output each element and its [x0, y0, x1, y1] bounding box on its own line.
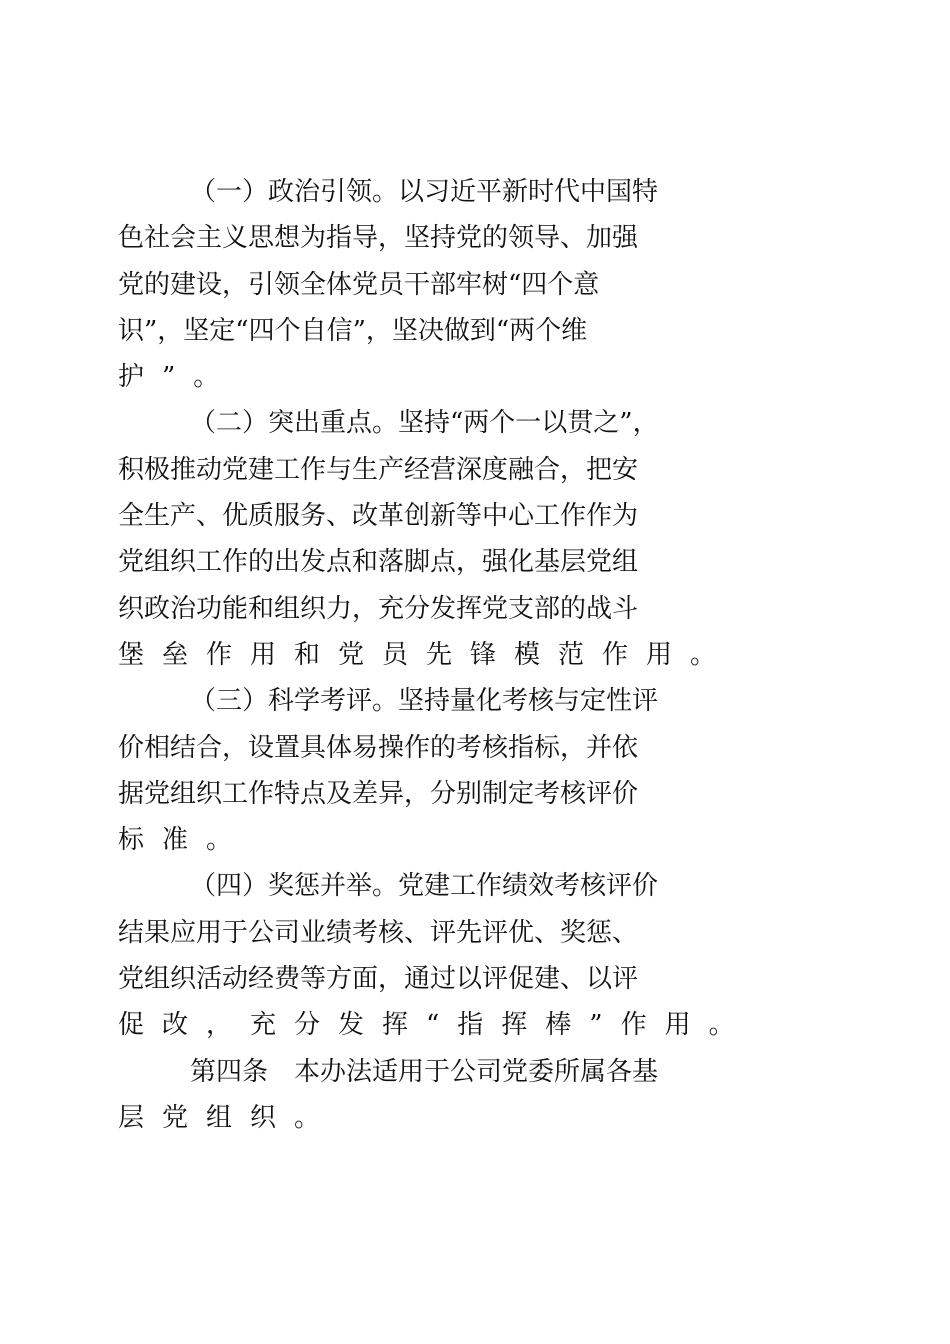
- paragraph-line: 据党组织工作特点及差异，分别制定考核评价: [118, 778, 639, 809]
- paragraph-line: （三）科学考评。坚持量化考核与定性评: [190, 686, 659, 717]
- paragraph-line: 织政治功能和组织力，充分发挥党支部的战斗: [118, 593, 639, 624]
- paragraph-line: 促改，充分发挥“指挥棒”作用。: [118, 1010, 753, 1041]
- paragraph-line: 党的建设，引领全体党员干部牢树“四个意: [118, 269, 600, 300]
- paragraph-line: 护”。: [118, 362, 238, 393]
- paragraph-line: 层党组织。: [118, 1102, 339, 1133]
- paragraph-line: 第四条 本办法适用于公司党委所属各基: [190, 1056, 659, 1087]
- paragraph-line: 标准。: [118, 825, 251, 856]
- paragraph-line: 全生产、优质服务、改革创新等中心工作作为: [118, 501, 639, 532]
- paragraph-line: 党组织活动经费等方面，通过以评促建、以评: [118, 964, 639, 995]
- paragraph-line: 识”，坚定“四个自信”，坚决做到“两个维: [118, 315, 588, 346]
- paragraph-line: 结果应用于公司业绩考核、评先评优、奖惩、: [118, 917, 639, 948]
- paragraph-line: 色社会主义思想为指导，坚持党的领导、加强: [118, 223, 639, 254]
- paragraph-line: （一）政治引领。以习近平新时代中国特: [190, 177, 659, 207]
- paragraph-line: 价相结合，设置具体易操作的考核指标，并依: [118, 732, 639, 763]
- paragraph-line: （二）突出重点。坚持“两个一以贯之”，: [190, 408, 659, 439]
- document-body: [118, 169, 818, 1141]
- paragraph-line: 党组织工作的出发点和落脚点，强化基层党组: [118, 547, 639, 578]
- paragraph-line: 积极推动党建工作与生产经营深度融合，把安: [118, 454, 639, 485]
- paragraph-line: （四）奖惩并举。党建工作绩效考核评价: [190, 871, 659, 902]
- paragraph-line: 堡垒作用和党员先锋模范作用。: [118, 639, 735, 670]
